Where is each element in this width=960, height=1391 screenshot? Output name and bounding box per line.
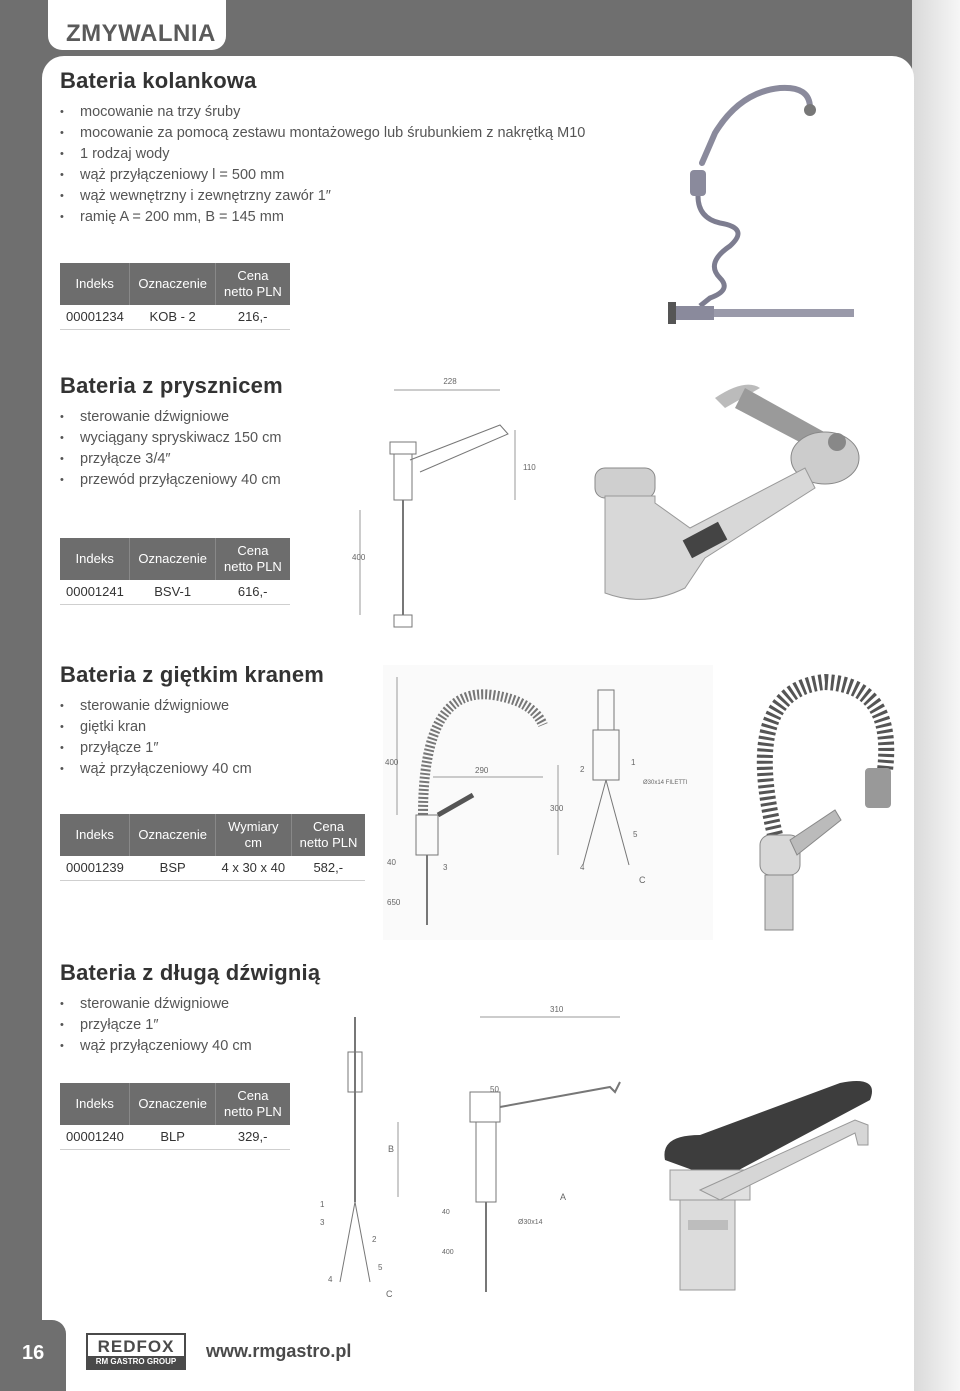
feature-item: • przyłącze 3/4″ (60, 449, 283, 470)
cell-indeks: 00001239 (60, 856, 130, 881)
callout-label: 3 (443, 863, 448, 872)
cell-indeks: 00001241 (60, 580, 130, 605)
page-edge-shadow (912, 0, 960, 1391)
product-section-bsp (60, 662, 324, 780)
col-wymiary-line1: Wymiary (228, 819, 279, 834)
dim-label: 300 (550, 804, 564, 813)
col-cena-line1: Cena (237, 268, 269, 283)
logo-sub-text: RM GASTRO GROUP (88, 1356, 184, 1368)
product-section-kob (60, 68, 585, 228)
col-cena (216, 1083, 290, 1125)
website-link[interactable]: www.rmgastro.pl (206, 1341, 352, 1361)
dim-label: 400 (442, 1249, 454, 1256)
col-oznaczenie: Oznaczenie (130, 1083, 216, 1125)
product-title: Bateria z długą dźwignią (60, 960, 321, 985)
feature-item: • wąż wewnętrzny i zewnętrzny zawór 1″ (60, 186, 585, 207)
product-title: Bateria kolankowa (60, 68, 257, 93)
price-table-bsp (60, 814, 365, 881)
feature-item: • sterowanie dźwigniowe (60, 696, 324, 717)
knee-faucet-image (660, 78, 870, 338)
col-cena-line2: netto PLN (299, 835, 358, 850)
feature-list (60, 102, 585, 228)
col-oznaczenie: Oznaczenie (130, 814, 216, 856)
feature-item: • wąż przyłączeniowy 40 cm (60, 1036, 320, 1057)
dim-label: 310 (550, 1005, 564, 1014)
col-indeks: Indeks (60, 1083, 130, 1125)
dim-label: A (560, 1192, 567, 1202)
feature-list (60, 407, 283, 491)
feature-item: • sterowanie dźwigniowe (60, 994, 320, 1015)
col-cena (291, 814, 365, 856)
table-row (60, 580, 290, 605)
col-indeks: Indeks (60, 263, 130, 305)
col-cena-line1: Cena (237, 543, 269, 558)
dim-label: 50 (490, 1085, 499, 1094)
callout-label: 4 (328, 1275, 333, 1284)
dim-label: 110 (523, 463, 536, 472)
col-cena-line1: Cena (312, 819, 345, 834)
cell-oznaczenie: KOB - 2 (130, 305, 216, 330)
feature-item: • przewód przyłączeniowy 40 cm (60, 470, 283, 491)
thread-label: Ø30x14 (518, 1219, 543, 1226)
price-table-kob (60, 263, 290, 330)
col-cena (216, 538, 290, 580)
callout-label: 3 (320, 1218, 325, 1227)
feature-item: • przyłącze 1″ (60, 738, 324, 759)
price-table-blp (60, 1083, 290, 1150)
dim-label: 40 (387, 858, 396, 867)
feature-item: • mocowanie na trzy śruby (60, 102, 585, 123)
col-indeks: Indeks (60, 538, 130, 580)
callout-label: 1 (631, 758, 636, 767)
price-table-bsv (60, 538, 290, 605)
feature-item: • wąż przyłączeniowy 40 cm (60, 759, 324, 780)
callout-label: C (639, 875, 646, 885)
cell-cena: 616,- (216, 580, 290, 605)
col-wymiary (216, 814, 292, 856)
col-cena-line2: netto PLN (224, 284, 282, 299)
col-oznaczenie: Oznaczenie (130, 263, 216, 305)
feature-item: • sterowanie dźwigniowe (60, 407, 283, 428)
dim-label: 290 (475, 766, 489, 775)
cell-cena: 216,- (216, 305, 290, 330)
feature-item: • giętki kran (60, 717, 324, 738)
long-lever-faucet-drawing (310, 992, 650, 1312)
product-title: Bateria z giętkim kranem (60, 662, 325, 687)
cell-oznaczenie: BSP (130, 856, 216, 881)
callout-label: 5 (378, 1263, 383, 1272)
product-section-blp (60, 960, 320, 1057)
feature-item: • przyłącze 1″ (60, 1015, 320, 1036)
col-cena-line2: netto PLN (224, 559, 282, 574)
cell-oznaczenie: BLP (130, 1125, 216, 1150)
cell-cena: 582,- (291, 856, 365, 881)
feature-item: • wyciągany spryskiwacz 150 cm (60, 428, 283, 449)
callout-label: 4 (580, 863, 585, 872)
dim-label: 400 (385, 758, 399, 767)
feature-item: • 1 rodzaj wody (60, 144, 585, 165)
col-cena-line2: netto PLN (224, 1104, 282, 1119)
callout-label: 2 (372, 1235, 377, 1244)
page-number: 16 (22, 1342, 45, 1364)
logo-main-text: REDFOX (97, 1337, 175, 1356)
dim-label: B (388, 1144, 395, 1154)
callout-label: C (386, 1289, 393, 1299)
col-wymiary-line2: cm (244, 835, 262, 850)
dim-label: 650 (387, 898, 401, 907)
category-title: ZMYWALNIA (66, 20, 216, 47)
feature-item: • wąż przyłączeniowy l = 500 mm (60, 165, 585, 186)
flexible-faucet-image (735, 660, 905, 940)
cell-indeks: 00001240 (60, 1125, 130, 1150)
table-row (60, 1125, 290, 1150)
long-lever-faucet-image (640, 1075, 900, 1295)
col-cena-line1: Cena (237, 1088, 269, 1103)
callout-label: 1 (320, 1200, 325, 1209)
feature-item: • mocowanie za pomocą zestawu montażowego lub śrubunkiem z nakrętką M10 (60, 123, 585, 144)
col-oznaczenie: Oznaczenie (130, 538, 216, 580)
callout-label: 2 (580, 765, 585, 774)
callout-label: 5 (633, 830, 638, 839)
flexible-faucet-drawing (383, 665, 713, 940)
product-title: Bateria z prysznicem (60, 373, 283, 398)
shower-faucet-drawing (350, 370, 540, 640)
cell-wymiary: 4 x 30 x 40 (216, 856, 292, 881)
dim-label: 400 (352, 553, 366, 562)
feature-list (60, 696, 324, 780)
redfox-logo (86, 1333, 186, 1370)
thread-label: Ø30x14 FILETTI (643, 780, 688, 786)
dim-label: 40 (442, 1209, 450, 1216)
cell-indeks: 00001234 (60, 305, 130, 330)
col-cena (216, 263, 290, 305)
table-row (60, 856, 365, 881)
product-section-bsv (60, 373, 283, 491)
shower-faucet-image (585, 378, 875, 613)
feature-list (60, 994, 320, 1057)
cell-oznaczenie: BSV-1 (130, 580, 216, 605)
col-indeks: Indeks (60, 814, 130, 856)
dim-label: 228 (443, 377, 457, 386)
feature-item: • ramię A = 200 mm, B = 145 mm (60, 207, 585, 228)
cell-cena: 329,- (216, 1125, 290, 1150)
table-row (60, 305, 290, 330)
